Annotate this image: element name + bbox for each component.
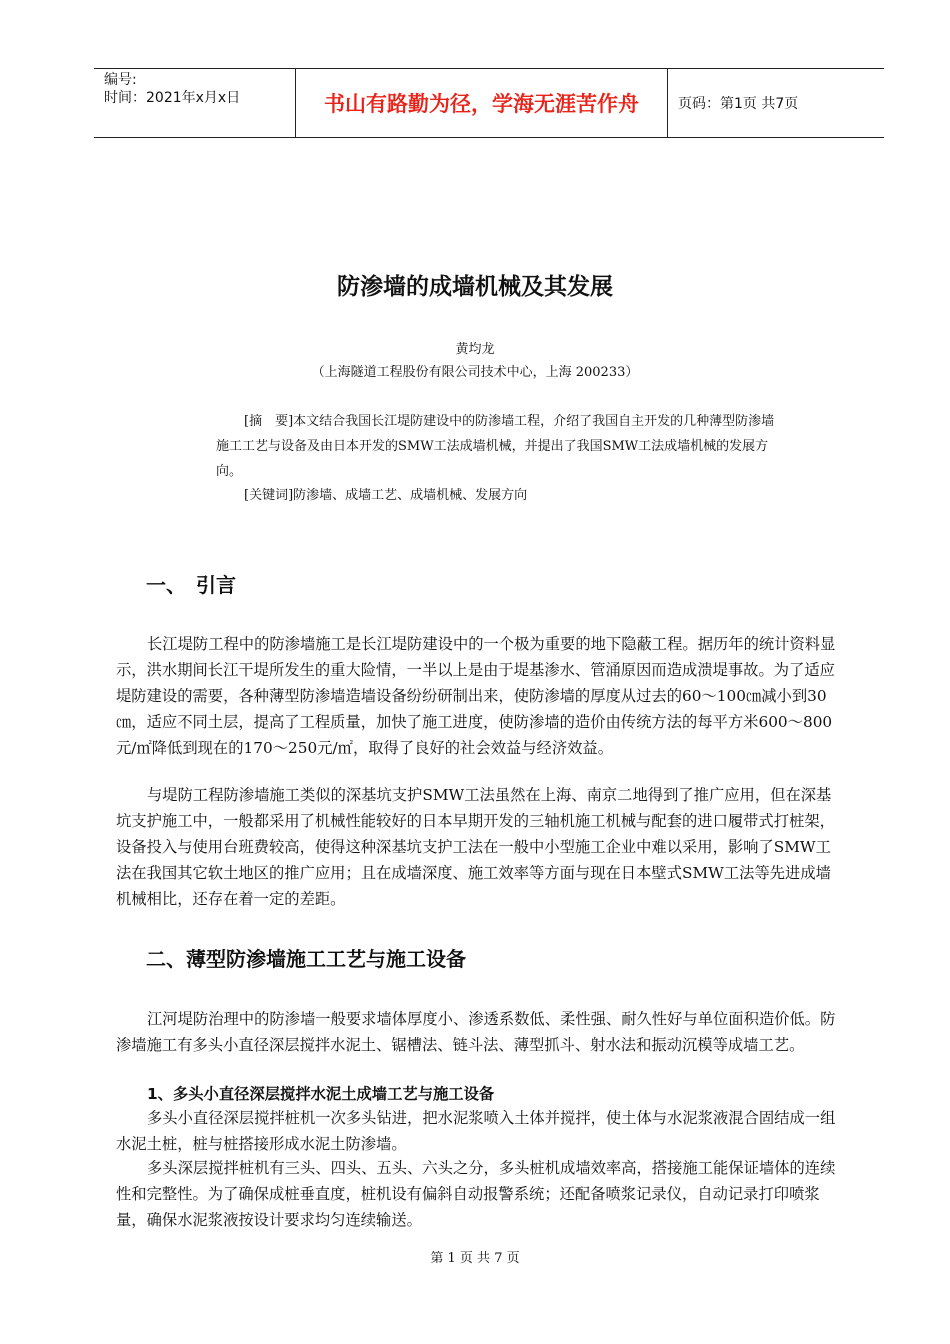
abstract: [摘 要]本文结合我国长江堤防建设中的防渗墙工程，介绍了我国自主开发的几种薄型防渗墙施工工艺与设备及由日本开发的SMW工法成墙机械，并提出了我国SMW工法成墙机械的发展方向。 [216,414,775,479]
page-footer: 第 1 页 共 7 页 [430,1251,520,1266]
body-paragraph: 长江堤防工程中的防渗墙施工是长江堤防建设中的一个极为重要的地下隐蔽工程。据历年的统计资料显示，洪水期间长江干堤所发生的重大险情，一半以上是由于堤基渗水、管涌原因而造成溃堤事故。为了适应堤防建设的需要，各种薄型防渗墙造墙设备纷纷研制出来，使防渗墙的厚度从过去的60～100㎝减小到30㎝，适应不同土层，提高了工程质量，加快了施工进度，使防渗墙的造价由传统方法的每平方米600～800元/㎡降低到现在的170～250元/㎡，取得了良好的社会效益与经济效益。 [116,635,836,757]
header-left-cell [94,69,296,137]
header-table [94,68,884,138]
header-motto: 书山有路勤为径，学海无涯苦作舟 [296,69,668,137]
body-paragraph: 多头深层搅拌桩机有三头、四头、五头、六头之分，多头桩机成墙效率高，搭接施工能保证墙体的连续性和完整性。为了确保成桩垂直度，桩机设有偏斜自动报警系统；还配备喷浆记录仪，自动记录打印喷浆量，确保水泥浆液按设计要求均匀连续输送。 [116,1159,836,1229]
keywords: [关键词]防渗墙、成墙工艺、成墙机械、发展方向 [244,488,528,503]
subsection-heading: 1、多头小直径深层搅拌水泥土成墙工艺与施工设备 [147,1085,495,1103]
body-paragraph: 与堤防工程防渗墙施工类似的深基坑支护SMW工法虽然在上海、南京二地得到了推广应用，但在深基坑支护施工中，一般都采用了机械性能较好的日本早期开发的三轴机施工机械与配套的进口履带式打桩架，设备投入与使用台班费较高，使得这种深基坑支护工法在一般中小型施工企业中难以采用，影响了SMW工法在我国其它软土地区的推广应用；且在成墙深度、施工效率等方面与现在日本壁式SMW工法等先进成墙机械相比，还存在着一定的差距。 [116,786,835,908]
author-affiliation: （上海隧道工程股份有限公司技术中心，上海 200233） [311,365,639,380]
document-time: 时间：2021年x月x日 [104,90,241,106]
body-paragraph: 江河堤防治理中的防渗墙一般要求墙体厚度小、渗透系数低、柔性强、耐久性好与单位面积造价低。防渗墙施工有多头小直径深层搅拌水泥土、锯槽法、链斗法、薄型抓斗、射水法和振动沉模等成墙工艺。 [116,1010,836,1054]
document-number-label: 编号: [104,72,137,88]
section-heading-introduction: 一、 引言 [146,573,236,597]
document-title: 防渗墙的成墙机械及其发展 [337,274,613,300]
section-heading-equipment: 二、薄型防渗墙施工工艺与施工设备 [146,947,466,971]
body-paragraph: 多头小直径深层搅拌桩机一次多头钻进，把水泥浆喷入土体并搅拌，使土体与水泥浆液混合固结成一组水泥土桩，桩与桩搭接形成水泥土防渗墙。 [116,1109,836,1153]
header-page-info: 页码：第1页 共7页 [678,96,799,112]
author-name: 黄均龙 [455,342,495,357]
